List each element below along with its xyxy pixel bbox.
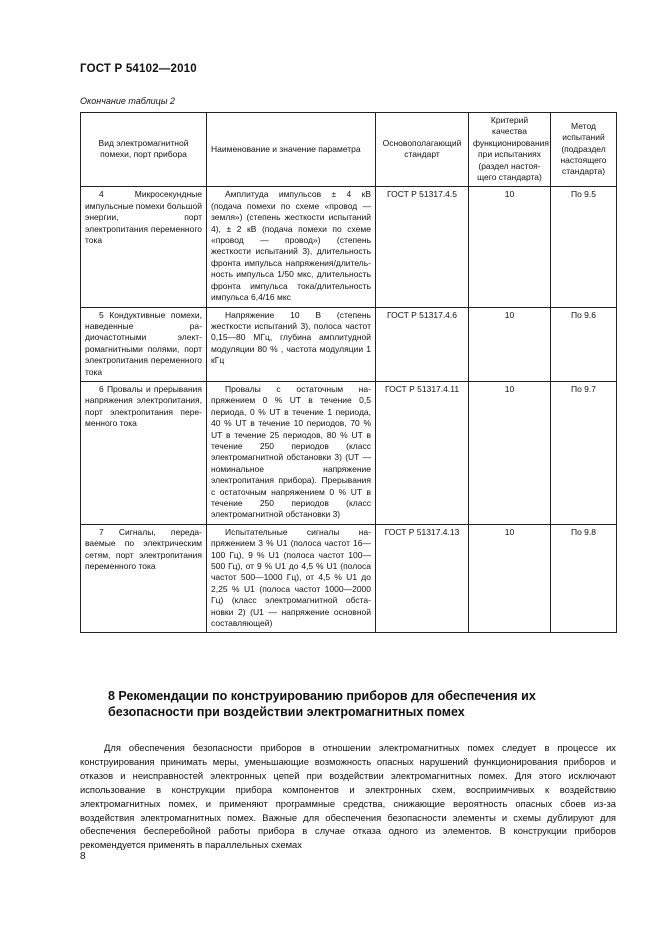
- column-header-criterion: Критерий качества функционирования при испытаниях (раздел настоящего стандарта): [469, 113, 551, 187]
- table-caption: Окончание таблицы 2: [80, 96, 175, 106]
- disturbance-type-cell: 7 Сигналы, передаваемые по электрическим сетям, порт электропитания переменного тока: [81, 524, 207, 633]
- criterion-cell: 10: [469, 524, 551, 633]
- table-row: [81, 307, 617, 381]
- disturbance-type-cell: 6 Провалы и прерывания напряжения электропитания, порт электропитания переменного тока: [81, 381, 207, 524]
- disturbance-type-cell: 5 Кондуктивные помехи, наведенные радиочастотными электромагнитными полями, порт электропитания переменного тока: [81, 307, 207, 381]
- table-header-row: [81, 113, 617, 187]
- standard-cell: ГОСТ Р 51317.4.6: [376, 307, 469, 381]
- document-header: ГОСТ Р 54102—2010: [80, 63, 197, 75]
- table-row: [81, 381, 617, 524]
- criterion-cell: 10: [469, 187, 551, 307]
- column-header-type: Вид электромагнитной помехи, порт прибора: [81, 113, 207, 187]
- standard-cell: ГОСТ Р 51317.4.11: [376, 381, 469, 524]
- method-cell: По 9.6: [551, 307, 617, 381]
- method-cell: По 9.7: [551, 381, 617, 524]
- column-header-parameter: Наименование и значение параметра: [207, 113, 376, 187]
- criterion-cell: 10: [469, 381, 551, 524]
- parameter-cell: Провалы с остаточным напряжением 0 % UT в течение 0,5 периода, 0 % UT в течение 1 периода, 40 % UT в течение 10 периодов, 70 % UT в течение 25 периодов, 80 % UT в течение 250 периодов (класс электромагнитной обстановки 3) (UT — номинальное напряжение электропитания прибора). Прерывания с остаточным напряжением 0 % UT в течение 250 периодов (класс электромагнитной обстановки 3): [207, 381, 376, 524]
- standard-cell: ГОСТ Р 51317.4.5: [376, 187, 469, 307]
- column-header-standard: Основополагающий стандарт: [376, 113, 469, 187]
- standard-cell: ГОСТ Р 51317.4.13: [376, 524, 469, 633]
- table-row: [81, 524, 617, 633]
- method-cell: По 9.5: [551, 187, 617, 307]
- table-row: [81, 187, 617, 307]
- parameter-cell: Напряжение 10 В (степень жесткости испытаний 3), полоса частот 0,15—80 МГц, глубина амплитудной модуляции 80 % , частота модуляции 1 кГц: [207, 307, 376, 381]
- section-paragraph: Для обеспечения безопасности приборов в отношении электромагнитных помех следует в процессе их конструирования принимать меры, уменьшающие возможность опасных нарушений функционирования приборов и отказов и неисправностей электронных цепей при воздействии электромагнитных помех. Для этого исключают использование в конструкции прибора компонентов и электронных схем, восприимчивых к воздействию электромагнитных помех, и применяют программные средства, снижающие вероятность опасных сбоев из-за воздействия электромагнитных помех. Важные для обеспечения безопасности элементы и схемы дублируют для обеспечения бесперебойной работы прибора в случае отказа одного из элементов. В конструкции приборов рекомендуется применять в параллельных схемах: [80, 742, 616, 851]
- parameter-cell: Испытательные сигналы напряжением 3 % U1 (полоса частот 16—100 Гц), 9 % U1 (полоса частот 100—500 Гц), от 9 % U1 до 4,5 % U1 (полоса частот 500—1000 Гц), от 4,5 % U1 до 2,25 % U1 (полоса частот 1000—2000 Гц) (класс электромагнитной обстановки 2) (U1 — напряжение основной составляющей): [207, 524, 376, 633]
- emc-test-table: [80, 112, 617, 633]
- column-header-method: Метод испытаний (подраздел настоящего стандарта): [551, 113, 617, 187]
- disturbance-type-cell: 4 Микросекундные импульсные помехи большой энергии, порт электропитания переменного тока: [81, 187, 207, 307]
- criterion-cell: 10: [469, 307, 551, 381]
- parameter-cell: Амплитуда импульсов ± 4 кВ (подача помехи по схеме «провод — земля») (степень жесткости испытаний 4), ± 2 кВ (подача помехи по схеме «провод — провод») (степень жесткости испытаний 3), длительность фронта импульса напряжения/длительность импульса 1/50 мкс, длительность фронта импульса тока/длительность импульса 6,4/16 мкс: [207, 187, 376, 307]
- page-number: 8: [80, 851, 86, 862]
- section-heading: 8 Рекомендации по конструированию приборов для обеспечения их безопасности при воздействии электромагнитных помех: [108, 689, 536, 719]
- method-cell: По 9.8: [551, 524, 617, 633]
